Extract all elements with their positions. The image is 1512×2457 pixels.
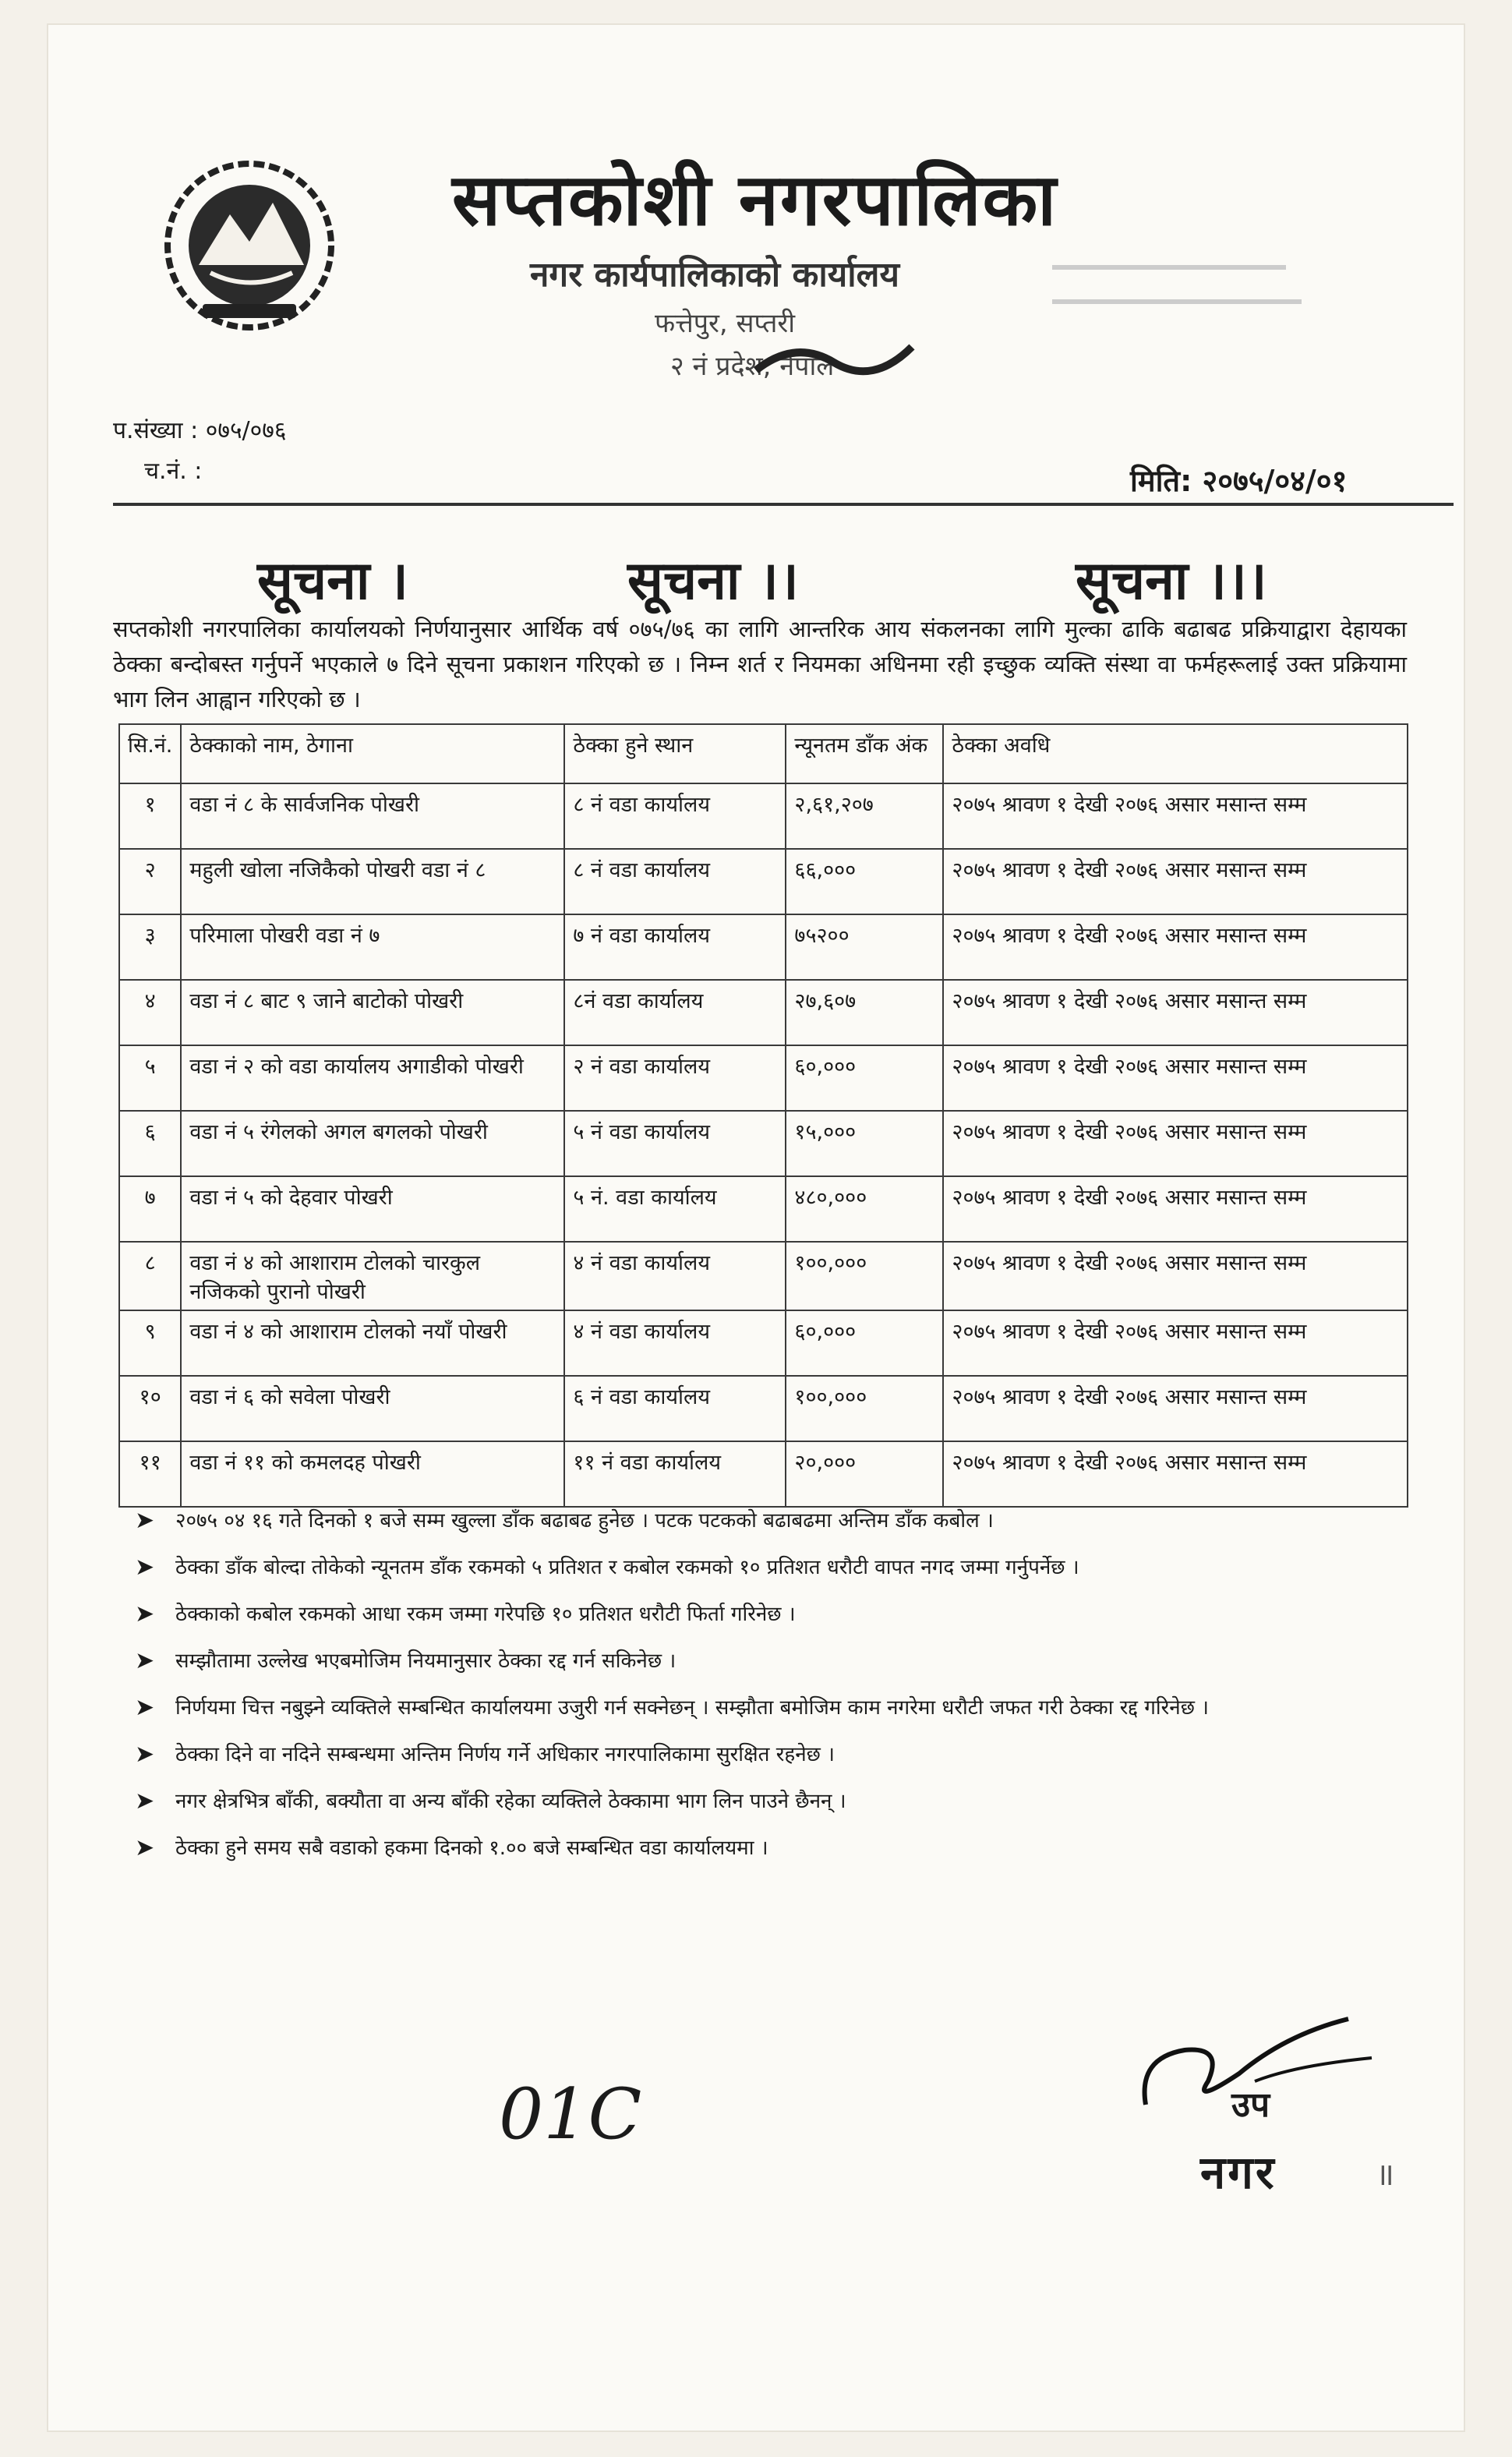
cell-sn: २ bbox=[119, 849, 181, 914]
cell-location: ४ नं वडा कार्यालय bbox=[564, 1310, 786, 1376]
cell-name: वडा नं २ को वडा कार्यालय अगाडीको पोखरी bbox=[181, 1045, 564, 1111]
col-header-sn: सि.नं. bbox=[119, 724, 181, 783]
cell-sn: ९ bbox=[119, 1310, 181, 1376]
cell-location: ५ नं वडा कार्यालय bbox=[564, 1111, 786, 1176]
office-subtitle: नगर कार्यपालिकाको कार्यालय bbox=[530, 255, 899, 295]
address-line-1: फत्तेपुर, सप्तरी bbox=[655, 308, 796, 339]
cell-amount: ६०,००० bbox=[786, 1310, 943, 1376]
cell-location: ५ नं. वडा कार्यालय bbox=[564, 1176, 786, 1242]
cell-location: २ नं वडा कार्यालय bbox=[564, 1045, 786, 1111]
nepal-emblem-icon bbox=[156, 156, 343, 335]
stamp-fragment: ॥ bbox=[1376, 2157, 1394, 2193]
table-row bbox=[119, 1045, 1408, 1111]
intro-paragraph: सप्तकोशी नगरपालिका कार्यालयको निर्णयानुसार आर्थिक वर्ष ०७५/७६ का लागि आन्तरिक आय संकलनका लागि मुल्का ढाकि बढाबढ प्रक्रियाद्वारा देहायका ठेक्का बन्दोबस्त गर्नुपर्ने भएकाले ७ दिने सूचना प्रकाशन गरिएको छ । निम्न शर्त र नियमका अधिनमा रही इच्छुक व्यक्ति संस्था वा फर्महरूलाई उक्त प्रक्रियामा भाग लिन आह्वान गरिएको छ । bbox=[113, 616, 1407, 712]
col-header-amount: न्यूनतम डाँक अंक bbox=[786, 724, 943, 783]
condition-text: २०७५ ०४ १६ गते दिनको १ बजे सम्म खुल्ला डाँक बढाबढ हुनेछ । पटक पटकको बढाबढमा अन्तिम डाँक कबोल । bbox=[175, 1509, 994, 1533]
condition-text: सम्झौतामा उल्लेख भएबमोजिम नियमानुसार ठेक्का रद्द गर्न सकिनेछ । bbox=[175, 1649, 677, 1673]
col-header-period: ठेक्का अवधि bbox=[943, 724, 1408, 783]
cell-name: वडा नं ५ को देहवार पोखरी bbox=[181, 1176, 564, 1242]
cell-name: महुली खोला नजिकैको पोखरी वडा नं ८ bbox=[181, 849, 564, 914]
cell-amount: ४८०,००० bbox=[786, 1176, 943, 1242]
table-row bbox=[119, 1441, 1408, 1507]
condition-item bbox=[135, 1738, 1422, 1771]
table-row bbox=[119, 849, 1408, 914]
cell-name: वडा नं ५ रंगेलको अगल बगलको पोखरी bbox=[181, 1111, 564, 1176]
cell-sn: ८ bbox=[119, 1242, 181, 1310]
cell-sn: ६ bbox=[119, 1111, 181, 1176]
cell-amount: २७,६०७ bbox=[786, 980, 943, 1045]
contract-table bbox=[118, 723, 1408, 1508]
condition-text: ठेक्काको कबोल रकमको आधा रकम जम्मा गरेपछि १० प्रतिशत धरौटी फिर्ता गरिनेछ । bbox=[175, 1603, 796, 1626]
cell-location: ८नं वडा कार्यालय bbox=[564, 980, 786, 1045]
municipality-title: सप्तकोशी नगरपालिका bbox=[452, 158, 1058, 242]
arrow-bullet-icon: ➤ bbox=[135, 1554, 155, 1581]
cell-amount: १५,००० bbox=[786, 1111, 943, 1176]
ink-smudge bbox=[748, 331, 920, 386]
notice-heading-1: सूचना । bbox=[257, 550, 408, 612]
cell-name: परिमाला पोखरी वडा नं ७ bbox=[181, 914, 564, 980]
cell-period: २०७५ श्रावण १ देखी २०७६ असार मसान्त सम्म bbox=[943, 1441, 1408, 1507]
cell-name: वडा नं ४ को आशाराम टोलको नयाँ पोखरी bbox=[181, 1310, 564, 1376]
header-divider bbox=[113, 503, 1454, 506]
cell-sn: ७ bbox=[119, 1176, 181, 1242]
cell-location: ७ नं वडा कार्यालय bbox=[564, 914, 786, 980]
table-row bbox=[119, 1176, 1408, 1242]
condition-text: ठेक्का दिने वा नदिने सम्बन्धमा अन्तिम निर्णय गर्ने अधिकार नगरपालिकामा सुरक्षित रहनेछ । bbox=[175, 1743, 835, 1766]
condition-text: ठेक्का हुने समय सबै वडाको हकमा दिनको १.०० बजे सम्बन्धित वडा कार्यालयमा । bbox=[175, 1837, 768, 1860]
table-row bbox=[119, 1310, 1408, 1376]
table-row bbox=[119, 783, 1408, 849]
reference-number: प.संख्या : ०७५/०७६ bbox=[113, 417, 287, 444]
cell-sn: ४ bbox=[119, 980, 181, 1045]
table-row bbox=[119, 1376, 1408, 1441]
cell-period: २०७५ श्रावण १ देखी २०७६ असार मसान्त सम्म bbox=[943, 783, 1408, 849]
arrow-bullet-icon: ➤ bbox=[135, 1787, 155, 1815]
cell-period: २०७५ श्रावण १ देखी २०७६ असार मसान्त सम्म bbox=[943, 914, 1408, 980]
cell-amount: २०,००० bbox=[786, 1441, 943, 1507]
arrow-bullet-icon: ➤ bbox=[135, 1600, 155, 1628]
cell-amount: ७५२०० bbox=[786, 914, 943, 980]
dispatch-number: च.नं. : bbox=[144, 458, 203, 485]
cell-period: २०७५ श्रावण १ देखी २०७६ असार मसान्त सम्म bbox=[943, 1111, 1408, 1176]
signatory-title: उप bbox=[1231, 2085, 1270, 2125]
arrow-bullet-icon: ➤ bbox=[135, 1647, 155, 1674]
condition-item bbox=[135, 1551, 1422, 1584]
condition-item bbox=[135, 1645, 1422, 1677]
table-row bbox=[119, 1111, 1408, 1176]
cell-location: ८ नं वडा कार्यालय bbox=[564, 849, 786, 914]
cell-sn: १ bbox=[119, 783, 181, 849]
cell-name: वडा नं ११ को कमलदह पोखरी bbox=[181, 1441, 564, 1507]
notice-date: मिति: २०७५/०४/०१ bbox=[1130, 464, 1348, 498]
cell-sn: १० bbox=[119, 1376, 181, 1441]
condition-item bbox=[135, 1832, 1422, 1865]
handwritten-mark: 01C bbox=[499, 2073, 642, 2155]
condition-item bbox=[135, 1785, 1422, 1818]
col-header-name: ठेक्काको नाम, ठेगाना bbox=[181, 724, 564, 783]
cell-period: २०७५ श्रावण १ देखी २०७६ असार मसान्त सम्म bbox=[943, 1376, 1408, 1441]
arrow-bullet-icon: ➤ bbox=[135, 1834, 155, 1861]
conditions-list bbox=[135, 1504, 1422, 1879]
cell-amount: १००,००० bbox=[786, 1376, 943, 1441]
cell-sn: ११ bbox=[119, 1441, 181, 1507]
cell-period: २०७५ श्रावण १ देखी २०७६ असार मसान्त सम्म bbox=[943, 980, 1408, 1045]
cell-location: ११ नं वडा कार्यालय bbox=[564, 1441, 786, 1507]
table-row bbox=[119, 980, 1408, 1045]
notice-heading-3: सूचना ।।। bbox=[1076, 550, 1267, 612]
cell-name: वडा नं ६ को सवेला पोखरी bbox=[181, 1376, 564, 1441]
cell-name: वडा नं ८ के सार्वजनिक पोखरी bbox=[181, 783, 564, 849]
arrow-bullet-icon: ➤ bbox=[135, 1694, 155, 1721]
cell-location: ६ नं वडा कार्यालय bbox=[564, 1376, 786, 1441]
table-row bbox=[119, 914, 1408, 980]
condition-item bbox=[135, 1598, 1422, 1631]
table-row bbox=[119, 1242, 1408, 1310]
cell-location: ८ नं वडा कार्यालय bbox=[564, 783, 786, 849]
office-stamp: नगर bbox=[1200, 2146, 1277, 2199]
table-header-row bbox=[119, 724, 1408, 783]
cell-amount: १००,००० bbox=[786, 1242, 943, 1310]
cell-sn: ३ bbox=[119, 914, 181, 980]
notice-heading-2: सूचना ।। bbox=[627, 550, 799, 612]
address-line-2: २ नं प्रदेश, नेपाल bbox=[670, 351, 835, 382]
cell-period: २०७५ श्रावण १ देखी २०७६ असार मसान्त सम्म bbox=[943, 1310, 1408, 1376]
condition-text: नगर क्षेत्रभित्र बाँकी, बक्यौता वा अन्य बाँकी रहेका व्यक्तिले ठेक्कामा भाग लिन पाउने छैनन् । bbox=[175, 1790, 846, 1813]
col-header-location: ठेक्का हुने स्थान bbox=[564, 724, 786, 783]
cell-period: २०७५ श्रावण १ देखी २०७६ असार मसान्त सम्म bbox=[943, 1176, 1408, 1242]
cell-amount: २,६१,२०७ bbox=[786, 783, 943, 849]
cell-location: ४ नं वडा कार्यालय bbox=[564, 1242, 786, 1310]
arrow-bullet-icon: ➤ bbox=[135, 1741, 155, 1768]
cell-sn: ५ bbox=[119, 1045, 181, 1111]
condition-item bbox=[135, 1504, 1422, 1537]
condition-text: निर्णयमा चित्त नबुझ्ने व्यक्तिले सम्बन्धित कार्यालयमा उजुरी गर्न सक्नेछन् । सम्झौता बमोजिम काम नगरेमा धरौटी जफत गरी ठेक्का रद्द गरिनेछ । bbox=[175, 1696, 1210, 1720]
cell-amount: ६०,००० bbox=[786, 1045, 943, 1111]
condition-item bbox=[135, 1692, 1422, 1724]
cell-name: वडा नं ८ बाट ९ जाने बाटोको पोखरी bbox=[181, 980, 564, 1045]
cell-period: २०७५ श्रावण १ देखी २०७६ असार मसान्त सम्म bbox=[943, 1045, 1408, 1111]
cell-amount: ६६,००० bbox=[786, 849, 943, 914]
condition-text: ठेक्का डाँक बोल्दा तोकेको न्यूनतम डाँक रकमको ५ प्रतिशत र कबोल रकमको १० प्रतिशत धरौटी वापत नगद जम्मा गर्नुपर्नेछ । bbox=[175, 1556, 1079, 1579]
table-body bbox=[119, 783, 1408, 1507]
cell-period: २०७५ श्रावण १ देखी २०७६ असार मसान्त सम्म bbox=[943, 1242, 1408, 1310]
cell-name: वडा नं ४ को आशाराम टोलको चारकुल नजिकको पुरानो पोखरी bbox=[181, 1242, 564, 1310]
contact-info-faded bbox=[1052, 249, 1302, 304]
arrow-bullet-icon: ➤ bbox=[135, 1507, 155, 1534]
cell-period: २०७५ श्रावण १ देखी २०७६ असार मसान्त सम्म bbox=[943, 849, 1408, 914]
document-page bbox=[47, 23, 1465, 2432]
